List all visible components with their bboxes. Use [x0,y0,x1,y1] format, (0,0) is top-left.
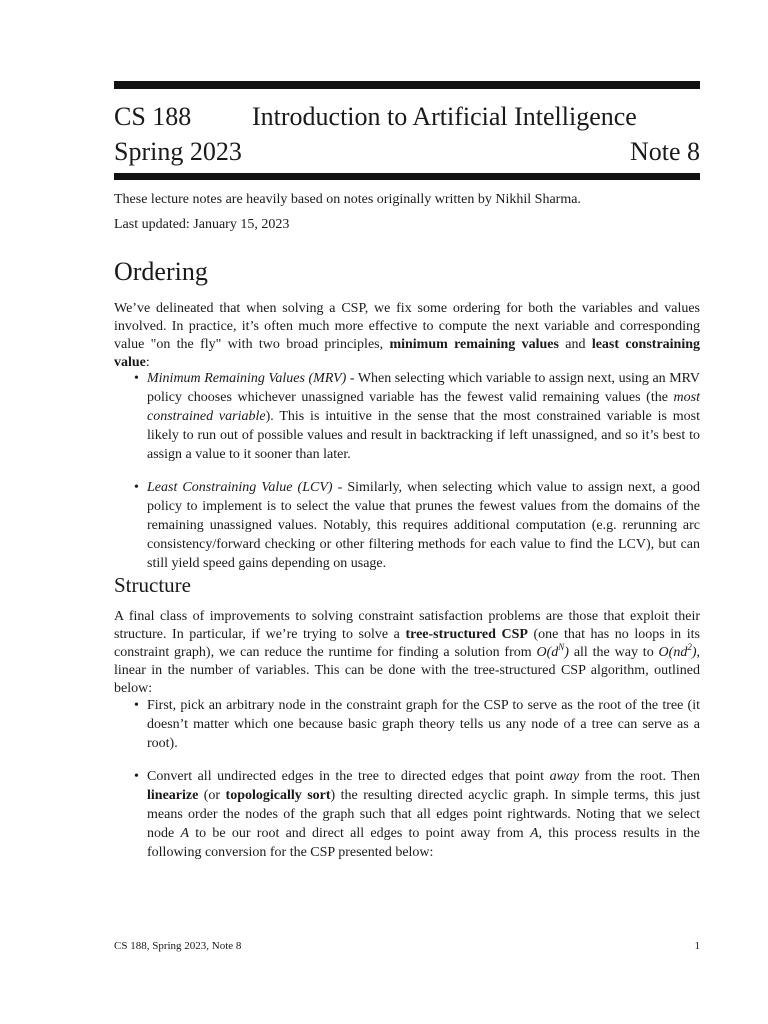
header-rule-bottom [114,173,700,180]
ordering-intro [114,300,700,372]
ordering-intro-text-1: We’ve delineated that when solving a CSP, we fix some ordering for both the variables and values involved. In practice, it’s often much more effective to compute the next variable and corresponding value "on the fly" with two broad principles, [114,301,700,352]
course-title: Introduction to Artificial Intelligence [252,102,637,131]
bullet-mrv [114,369,700,464]
bullet-mrv-text-2: ). This is intuitive in the sense that the most constrained variable is most likely to run out of possible values and result in backtracking if left unassigned, and so it’s best to assign a value to it sooner than later. [147,409,700,462]
bullet-dot: • [134,769,139,784]
bullet-linearize-text-1: Convert all undirected edges in the tree to directed edges that point [147,769,550,784]
structure-text-4: , linear in the number of variables. This can be done with the tree-structured CSP algorithm, outlined below: [114,645,700,696]
big-o-dn-base: O(d [536,645,559,660]
term-tree-csp: tree-structured CSP [405,627,528,642]
bullet-mrv-title: Minimum Remaining Values (MRV) [147,371,347,386]
big-o-nd2-base: O(nd [658,645,688,660]
course-code: CS 188 [114,102,192,131]
bullet-dot: • [134,480,139,495]
term-lcv: least constraining value [114,337,701,370]
bullet-mrv-text-1: - When selecting which variable to assign next, using an MRV policy chooses whichever unassigned variable has the fewest valid remaining values (the [147,371,700,405]
big-o-dn [536,642,569,660]
bullet-pick-root-text: First, pick an arbitrary node in the constraint graph for the CSP to serve as the root of the tree (it doesn’t matter which one because basic graph theory tells us any node of a tree can serve as a root). [147,698,700,751]
structure-intro [114,608,700,698]
big-o-nd2-close: ) [691,645,697,660]
ordering-intro-text-2: and [558,337,592,352]
node-a-1: A [180,826,190,841]
structure-text-2: (one that has no loops in its constraint graph), we can reduce the runtime for finding a solution from [114,627,700,660]
bullet-linearize-text-4: ) the resulting directed acyclic graph. In simple terms, this just means order the nodes of the graph such that all edges point rightwards. Noting that we select node [147,788,700,841]
structure-text-1: A final class of improvements to solving constraint satisfaction problems are those that exploit their structure. In particular, if we’re trying to solve a [114,609,700,642]
bullet-linearize-text-3: (or [198,788,226,803]
big-o-dn-exp: N [558,642,565,652]
header-rule-top [114,81,700,89]
term-topological-sort: topologically sort [225,788,331,803]
bullet-lcv [114,478,700,573]
bullet-linearize-text-2: from the root. Then [579,769,700,784]
ordering-heading: Ordering [114,257,208,286]
bullet-pick-root [114,696,700,753]
course-term: Spring 2023 [114,137,242,166]
bullet-dot: • [134,371,139,386]
ordering-bullet-list [114,369,700,573]
structure-heading: Structure [114,573,191,597]
ordering-intro-text-3: : [145,355,150,370]
bullet-linearize-text-6: , this process results in the following conversion for the CSP presented below: [147,826,700,860]
term-linearize: linearize [147,788,199,803]
big-o-nd2 [658,642,697,660]
footer-citation: CS 188, Spring 2023, Note 8 [114,940,242,952]
bullet-lcv-text: - Similarly, when selecting which value to assign next, a good policy to implement is to select the value that prunes the fewest values from the domains of the remaining unassigned values. Notably, this requires additional computation (e.g. rerunning arc consistency/forward checking or other filtering methods for each value to find the LCV), but can still yield speed gains depending on usage. [147,480,700,571]
structure-text-3: all the way to [568,645,659,660]
big-o-dn-close: ) [564,645,569,660]
bullet-lcv-title: Least Constraining Value (LCV) [147,480,333,495]
node-a-2: A [529,826,539,841]
note-number: Note 8 [629,137,700,166]
bullet-linearize-away: away [549,769,580,784]
bullet-linearize-text-5: to be our root and direct all edges to point away from [189,826,530,841]
term-mrv: minimum remaining values [389,337,559,352]
last-updated-text: Last updated: January 15, 2023 [114,217,290,232]
big-o-nd2-exp: 2 [687,642,692,652]
bullet-mrv-italic: most constrained variable [147,390,700,424]
structure-bullet-list [114,696,700,862]
bullet-dot: • [134,698,139,713]
page-number: 1 [694,940,700,952]
attribution-text: These lecture notes are heavily based on notes originally written by Nikhil Sharma. [114,192,581,207]
bullet-linearize [114,767,700,862]
